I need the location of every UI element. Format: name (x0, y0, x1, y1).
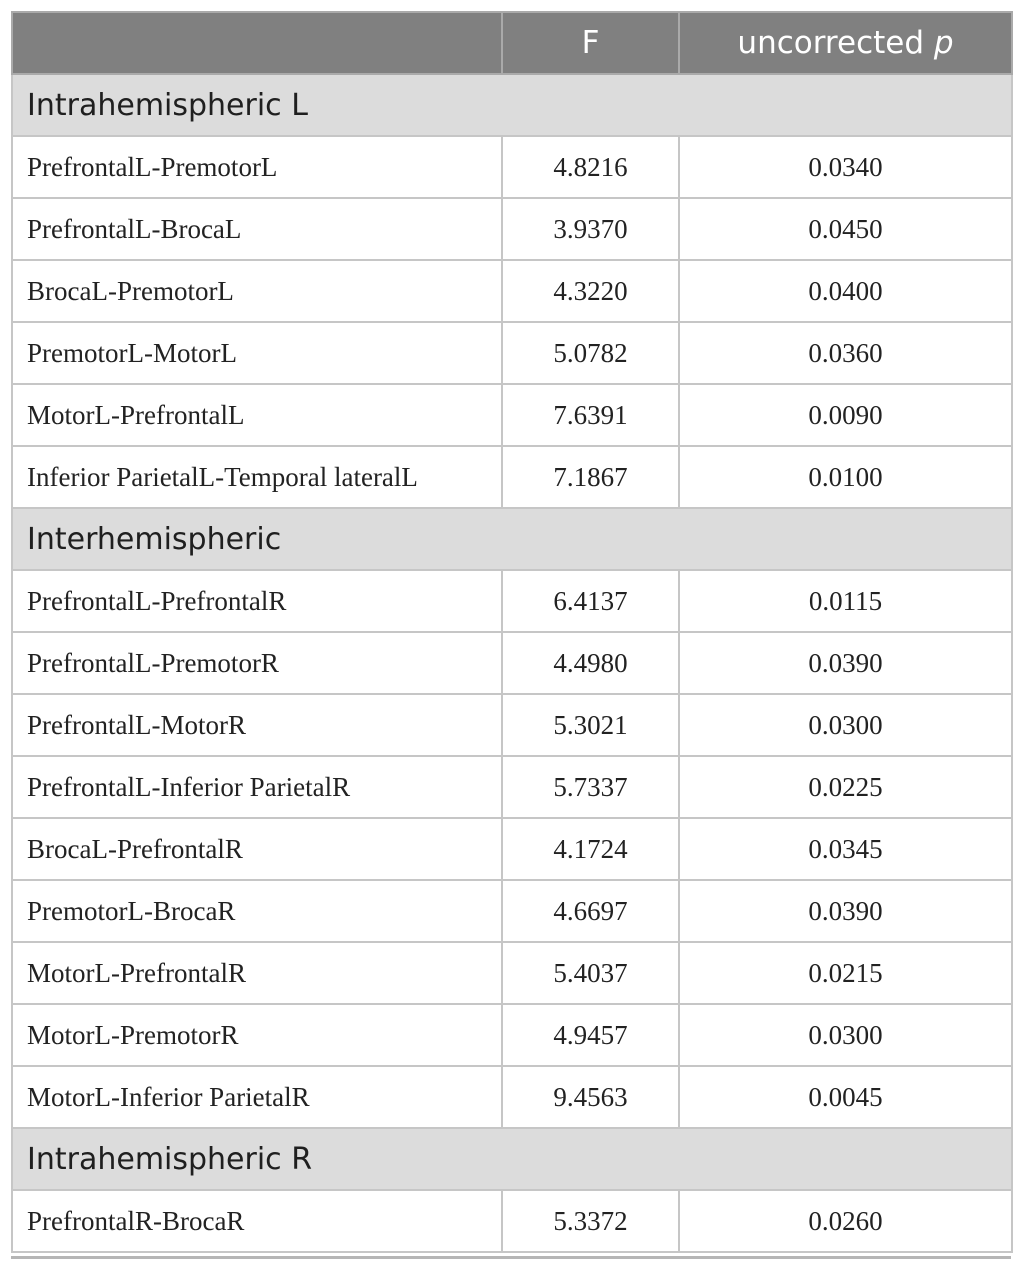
section-title: Interhemispheric (12, 508, 1012, 570)
results-table (11, 11, 1013, 1253)
f-value-cell: 5.7337 (502, 756, 679, 818)
f-value-cell: 5.3021 (502, 694, 679, 756)
f-value-cell: 4.6697 (502, 880, 679, 942)
header-p-italic: p (933, 25, 954, 61)
p-value-cell: 0.0400 (679, 260, 1012, 322)
table-row (12, 1066, 1012, 1128)
p-value-cell: 0.0345 (679, 818, 1012, 880)
table-body (12, 74, 1012, 1252)
header-row (12, 12, 1012, 74)
table-row (12, 632, 1012, 694)
f-value-cell: 7.1867 (502, 446, 679, 508)
header-connection (12, 12, 502, 74)
p-value-cell: 0.0340 (679, 136, 1012, 198)
connection-cell: PrefrontalL-PremotorL (12, 136, 502, 198)
header-p-prefix: uncorrected (737, 25, 934, 61)
connection-cell: MotorL-Inferior ParietalR (12, 1066, 502, 1128)
section-row (12, 74, 1012, 136)
connection-cell: PremotorL-MotorL (12, 322, 502, 384)
connection-cell: BrocaL-PremotorL (12, 260, 502, 322)
table-row (12, 942, 1012, 1004)
table-row (12, 136, 1012, 198)
table-row (12, 260, 1012, 322)
p-value-cell: 0.0300 (679, 1004, 1012, 1066)
connection-cell: MotorL-PremotorR (12, 1004, 502, 1066)
p-value-cell: 0.0090 (679, 384, 1012, 446)
f-value-cell: 4.3220 (502, 260, 679, 322)
f-value-cell: 4.9457 (502, 1004, 679, 1066)
p-value-cell: 0.0390 (679, 880, 1012, 942)
p-value-cell: 0.0260 (679, 1190, 1012, 1252)
p-value-cell: 0.0045 (679, 1066, 1012, 1128)
p-value-cell: 0.0115 (679, 570, 1012, 632)
connection-cell: PrefrontalR-BrocaR (12, 1190, 502, 1252)
f-value-cell: 5.4037 (502, 942, 679, 1004)
f-value-cell: 4.8216 (502, 136, 679, 198)
connection-cell: PrefrontalL-PrefrontalR (12, 570, 502, 632)
connection-cell: PrefrontalL-MotorR (12, 694, 502, 756)
section-title: Intrahemispheric R (12, 1128, 1012, 1190)
bottom-rule (11, 1256, 1011, 1259)
results-table-container (11, 11, 1011, 1253)
table-row (12, 198, 1012, 260)
f-value-cell: 5.3372 (502, 1190, 679, 1252)
p-value-cell: 0.0300 (679, 694, 1012, 756)
table-row (12, 1190, 1012, 1252)
f-value-cell: 4.4980 (502, 632, 679, 694)
header-f: F (502, 12, 679, 74)
connection-cell: PremotorL-BrocaR (12, 880, 502, 942)
f-value-cell: 6.4137 (502, 570, 679, 632)
connection-cell: PrefrontalL-Inferior ParietalR (12, 756, 502, 818)
table-row (12, 694, 1012, 756)
connection-cell: PrefrontalL-PremotorR (12, 632, 502, 694)
connection-cell: MotorL-PrefrontalL (12, 384, 502, 446)
f-value-cell: 4.1724 (502, 818, 679, 880)
p-value-cell: 0.0450 (679, 198, 1012, 260)
section-row (12, 1128, 1012, 1190)
p-value-cell: 0.0225 (679, 756, 1012, 818)
f-value-cell: 3.9370 (502, 198, 679, 260)
section-title: Intrahemispheric L (12, 74, 1012, 136)
table-row (12, 570, 1012, 632)
p-value-cell: 0.0390 (679, 632, 1012, 694)
connection-cell: MotorL-PrefrontalR (12, 942, 502, 1004)
connection-cell: BrocaL-PrefrontalR (12, 818, 502, 880)
table-row (12, 446, 1012, 508)
p-value-cell: 0.0100 (679, 446, 1012, 508)
table-row (12, 384, 1012, 446)
table-row (12, 1004, 1012, 1066)
f-value-cell: 7.6391 (502, 384, 679, 446)
f-value-cell: 5.0782 (502, 322, 679, 384)
p-value-cell: 0.0360 (679, 322, 1012, 384)
table-row (12, 818, 1012, 880)
table-row (12, 756, 1012, 818)
f-value-cell: 9.4563 (502, 1066, 679, 1128)
table-row (12, 880, 1012, 942)
connection-cell: Inferior ParietalL-Temporal lateralL (12, 446, 502, 508)
section-row (12, 508, 1012, 570)
header-p (679, 12, 1012, 74)
table-row (12, 322, 1012, 384)
p-value-cell: 0.0215 (679, 942, 1012, 1004)
connection-cell: PrefrontalL-BrocaL (12, 198, 502, 260)
